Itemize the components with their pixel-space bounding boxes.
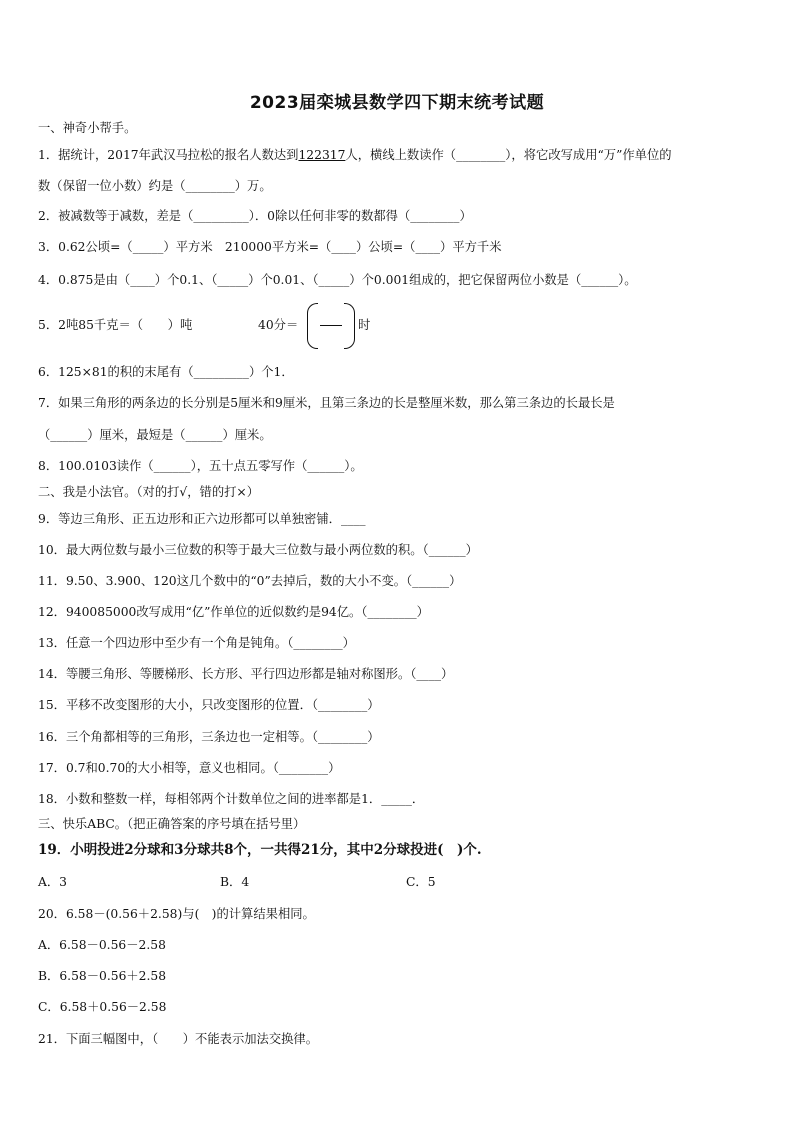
question-5: 5．2吨85千克＝（ ）吨 40分＝ 时 (38, 318, 371, 332)
question-18: 18．小数和整数一样，每相邻两个计数单位之间的进率都是1．_____． (38, 792, 425, 806)
question-13: 13．任意一个四边形中至少有一个角是钝角。（________） (38, 636, 355, 650)
question-7-line-2: （______）厘米，最短是（______）厘米。 (38, 428, 272, 442)
option-c[interactable]: C．5 (406, 875, 436, 889)
question-1-line-2: 数（保留一位小数）约是（________）万。 (38, 179, 272, 193)
section-heading-2: 二、我是小法官。（对的打√，错的打×） (38, 485, 260, 499)
section-heading-3: 三、快乐ABC。（把正确答案的序号填在括号里） (38, 817, 306, 831)
question-20: 20．6.58－(0.56＋2.58)与( )的计算结果相同。 (38, 907, 315, 921)
question-17: 17．0.7和0.70的大小相等，意义也相同。（________） (38, 761, 341, 775)
question-12: 12．940085000改写成用“亿”作单位的近似数约是94亿。（________） (38, 605, 429, 619)
question-6: 6．125×81的积的末尾有（_________）个1． (38, 365, 294, 379)
option-c[interactable]: C．6.58＋0.56－2.58 (38, 1000, 167, 1014)
option-a[interactable]: A．6.58－0.56－2.58 (38, 938, 166, 952)
question-15: 15．平移不改变图形的大小，只改变图形的位置．（________） (38, 698, 380, 712)
question-9: 9．等边三角形、正五边形和正六边形都可以单独密铺．____ (38, 512, 366, 526)
question-14: 14．等腰三角形、等腰梯形、长方形、平行四边形都是轴对称图形。（____） (38, 667, 454, 681)
option-b[interactable]: B．4 (220, 875, 250, 889)
fraction-blank[interactable] (307, 303, 355, 347)
question-11: 11．9.50、3.900、120这几个数中的“0”去掉后，数的大小不变。（______） (38, 574, 462, 588)
question-4: 4．0.875是由（____）个0.1、（_____）个0.01、（_____）个0.001组成的，把它保留两位小数是（______）。 (38, 273, 637, 287)
question-16: 16．三个角都相等的三角形，三条边也一定相等。（________） (38, 730, 380, 744)
question-10: 10．最大两位数与最小三位数的积等于最大三位数与最小两位数的积。（______） (38, 543, 478, 557)
question-1-line-1: 1．据统计，2017年武汉马拉松的报名人数达到122317人，横线上数读作（________），将它改写成用“万”作单位的 (38, 148, 672, 162)
question-7-line-1: 7．如果三角形的两条边的长分别是5厘米和9厘米，且第三条边的长是整厘米数，那么第三条边的长最长是 (38, 396, 615, 410)
underlined-number: 122317 (298, 148, 346, 162)
question-19: 19．小明投进2分球和3分球共8个，一共得21分，其中2分球投进( )个. (38, 842, 482, 858)
option-a[interactable]: A．3 (38, 875, 68, 889)
question-3: 3．0.62公顷=（_____）平方米 210000平方米=（____）公顷=（____）平方千米 (38, 240, 502, 254)
question-21: 21．下面三幅图中，（ ）不能表示加法交换律。 (38, 1032, 319, 1046)
question-8: 8．100.0103读作（______），五十点五零写作（______）。 (38, 459, 363, 473)
section-heading-1: 一、神奇小帮手。 (38, 121, 137, 135)
question-2: 2．被减数等于减数，差是（_________）．0除以任何非零的数都得（________） (38, 209, 472, 223)
page-title: 2023届栾城县数学四下期末统考试题 (249, 93, 545, 113)
option-b[interactable]: B．6.58－0.56＋2.58 (38, 969, 167, 983)
